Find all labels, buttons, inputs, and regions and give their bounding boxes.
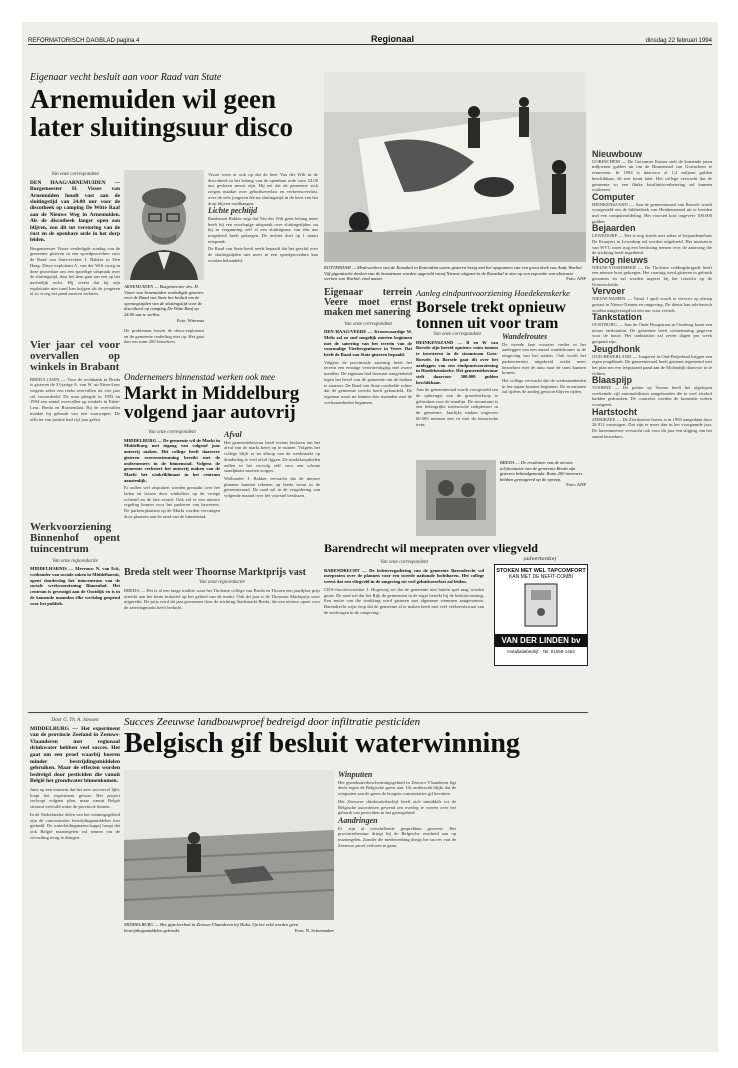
zeeuwse-col3: [338, 770, 456, 850]
zeeuwse-left-col: [30, 718, 120, 842]
borsele-lead: HEINKENSZAND — B en W van Borsele zijn bereid opnieuw ruim tonnen te investeren in de stoomtram Goes-Borsele. In Borsele gaat dit over het aanleggen van een eindpuntvoorziening in Hoedekenskerke. Het gemeentebestuur stelt daarvoor 300.000 gulden beschikbaar.: [416, 339, 498, 385]
overvallen-headline: Vier jaar cel voor overvallen op winkels in Brabant: [30, 339, 120, 374]
markt-byline: Van onze correspondent: [148, 430, 196, 435]
arnemuiden-photo-caption: [124, 284, 204, 323]
arnemuiden-photo-credit: Foto: Wiersma: [176, 317, 204, 323]
arnemuiden-p3: Visser wees er ook op dat de heer Van der Wilt in de discotheek in het belang van de openbare orde voor 24.00 uur gesloten moest zijn. Hij zei dat de gemeente zich zorgen maakte over geluidsoverlast en verkeersoverlast, over de vele jongeren die na sluitingstijd in de kern van het dorp blijven rondhangen.: [208, 172, 318, 206]
page-header: [28, 30, 712, 45]
zeeuwse-heading: [124, 716, 586, 759]
borsele-photo: [416, 460, 496, 536]
werkvoorziening-body: MIDDELHARNIS — Mevrouw N. van Eck, wethouder van sociale zaken in Middelharnis, opent donderdag het tuincentrum van de sociale werkvoorziening Binnenhof. Het centrum is gevestigd aan de Oostdijk en is in de komende maanden elke werkdag geopend voor het publiek.: [30, 566, 120, 606]
section-divider: [28, 712, 588, 713]
boiler-illustration: [495, 580, 587, 630]
markt-lead: MIDDELBURG — De gemeente wil de Markt in Middelburg met ingang van volgend jaar autovrij maken. Het college heeft daarover gisteren overeenstemming bereikt met de ondernemers in de binnenstad. Volgens de gemeente verbetert het autovrij maken van de Markt het winkelklimaat in het centrum aanzienlijk.: [124, 437, 220, 483]
barendrecht-body-block: [324, 560, 484, 617]
arnemuiden-kicker: Eigenaar vecht besluit aan voor Raad van State: [30, 72, 222, 83]
arnemuiden-subhead: Lichte pechtijd: [208, 206, 258, 216]
borsele-photo-caption: [500, 460, 586, 488]
barendrecht-byline: Van onze correspondent: [380, 560, 428, 565]
barendrecht-headline: Barendrecht wil meepraten over vliegveld: [324, 541, 538, 555]
arnemuiden-p4: Raadsman Bakker zegt dat Van der Wilt geen belang meer heeft bij een voorlopige uitspraak over sluitingstijden, nu hij in vergunning zelf al een sluitingsuur van één uur toegekend heeft gekregen. De rechter doet op 1 maart uitspraak.: [208, 215, 318, 244]
overvallen-body: BREDA (ANP) — Voor de rechtbank in Breda is gisteren de 33-jarige A. van W. uit Etten-Leur wegens zeker een reeks overvallen tot vier jaar cel veroordeeld. De man pleegde in 1993 en 1994 een aantal overvallen op winkels in Etten-Leur, Breda en Roosendaal. Bij de overvallen maakte hij gebruik van een vuurwapen. De officier van justitie had vijf jaar geëist.: [30, 376, 120, 422]
markt-article: [124, 372, 320, 423]
briefs-column: [592, 150, 712, 441]
nieuwbouw-body: GORINCHEM — De Gorcumse Kamer stelt de komende jaren miljoenen gulden uit om de Binnenstad van Gorinchem te renoveren. In 1994 is daarvoor al 1,4 miljoen gulden beschikbaar, de rest komt later. Het college verwacht dat de gemeente zo een flinke kwaliteitsverbetering zal kunnen realiseren.: [592, 158, 712, 193]
arnemuiden-p1: Burgemeester Visser verdedigde zondag van de gemeente gisteren in een spoedprocedure voor de Raad van State-rechter J. Bakker in Den Haag. Disco-exploitant A. van der Wilt vroeg in deze procedure om een spoedige uitspraak over de sluitingstijd, daar het hem gaat om een op het nachtelijk recht. Hij vreest dat hij zijn exploitatie niet rond kan krijgen als de jongeren al zo vroeg het pand moeten verlaten.: [30, 245, 120, 297]
zeeuwse-p2: In de Nederlandse delen van het winningsgebied zijn de concentraties bestrijdingsmiddelen fors gedaald. De waterleidingmaatschappij hoopt dat ook België maatregelen zal nemen om de vervuiling terug te dringen.: [30, 811, 120, 840]
barendrecht-lead: BARENDRECHT — De ledenvergadering van de gemeente Barendrecht wil meepraten over de plannen voor een tweede nationale luchthaven. Het college vreest dat een vliegveld in de omgeving tot veel geluidsoverlast zal leiden.: [324, 567, 484, 585]
markt-p3: Wethouder J. Bakker verwacht dat de nieuwe plannen kunnen rekenen op brede steun in de gemeenteraad. De raad zal in de vergadering van volgende maand over het voorstel beslissen.: [224, 475, 320, 499]
barendrecht-body: CDA-fractievoorzitter J. Hogeweg zei dat de gemeente niet buiten spel mag worden gezet. De raad wil dat het Rijk de gemeenten in de regio betrekt bij de besluitvorming. Een motie van die strekking werd gisteren met algemene stemmen aangenomen. Barendrecht wijst erop dat de gemeente al te maken heeft met veel verkeerslawaai van de snelwegen in de omgeving.: [324, 586, 484, 615]
werkvoorziening-byline: Van onze regioredactie: [52, 558, 98, 564]
borsele-byline: Van onze correspondent: [433, 332, 481, 337]
issue-date: dinsdag 22 februari 1994: [645, 38, 712, 44]
markt-col1: [124, 430, 220, 522]
zeeuwse-headline: Belgisch gif besluit waterwinning: [124, 728, 520, 759]
borsele-col2: [502, 332, 586, 397]
werkvoorziening-headline: Werkvoorziening Binnenhof opent tuincentrum: [30, 521, 120, 556]
tankstation-title: Tankstation: [592, 312, 642, 323]
jeugdhonk-body: OUD-BEIJERLAND — Jongeren in Oud-Beijerland krijgen een eigen jeugdhonk. De gemeenteraad heeft gisteren ingestemd met het plan om een leegstaand pand aan de Molendijk daarvoor in te richten.: [592, 353, 712, 376]
breda-body: BREDA — Het is al een lange traditie waar het Tholense college van Breda en Thoorn een jaarlijkse prijs uitreikt aan het beste initiatief op het gebied van de markt. Ook dit jaar is de Thoornse Marktprijs weer uitgereikt. De prijs werd dit jaar gewonnen door de stichting Stadsmarkt Breda, die een nieuwe opzet voor de zaterdagmarkt heeft bedacht.: [124, 587, 320, 610]
ad-top-line: STOKEN MET WEL TAPCOMFORT: [496, 568, 586, 574]
borsele-col1: [416, 332, 498, 429]
arnemuiden-byline: Van onze correspondent: [51, 172, 99, 177]
hoog-nieuws-body: NIEUW-VOSSEMEER — De Tholense reddingsbrigade heeft een nieuwe boot gekregen. Het vaartuig werd gisteren in gebruik genomen en zal worden ingezet bij het toezicht op de Oosterschelde.: [592, 264, 712, 287]
ad-address: Installatiebedrijf · Tel. 01659-1463: [507, 649, 575, 654]
arnemuiden-article: [30, 72, 320, 141]
zeeuwse-photo-caption: [124, 922, 334, 933]
zeeuwse-p4: Het Zeeuwse drinkwaterbedrijf heeft zich inmiddels tot de Belgische autoriteiten gewend om overleg te voeren over het gebruik van pesticiden in het grensgebied.: [338, 798, 456, 816]
hoog-nieuws-title: Hoog nieuws: [592, 254, 648, 265]
bejaarden-body: LEWEDORP — Het is nog steeds niet zeker of bejaardentehuis De Kraayert in Lewedorp zal worden uitgebreid. Het ministerie van WVC moet nog een beslissing nemen over de aanvraag die de stichting heeft ingediend.: [592, 233, 712, 256]
markt-headline: Markt in Middelburg volgend jaar autovrij: [124, 383, 300, 424]
zeeuwse-p3: Het grondwaterbeschermingsgebied in Zeeuws-Vlaanderen ligt deels tegen de Belgische grens aan. Uit onderzoek blijkt dat de winputten aan de grens de hoogste concentraties gif bevatten.: [338, 779, 456, 797]
blaaspijp-body: VOORNE — De politie op Voorne heeft het afgelopen weekeinde vijf automobilisten aangehouden die te veel alcohol hadden gedronken. De controles worden de komende weken voortgezet.: [592, 385, 712, 408]
hartstocht-body: ZIERIKZEE — De Zierikzeese haven is in 1993 aangedaan door 26.912 vaartuigen. Dat zijn er meer dan in het voorgaande jaar. De havenmeester verwacht ook voor dit jaar een stijging van het aantal bezoekers.: [592, 416, 712, 439]
ad-top-line2: KAN MET DE NEFIT-COMBI: [508, 574, 574, 580]
kunsthal-caption-text: ROTTERDAM — Medewerkers van de Kunsthal in Rotterdam waren gisteren bezig met het opspannen van een groot doek van Andy Warhol. Vijf gigantische doeken van de kunstenaar worden opgerold vanaf Nieuwe uitgezet in de Kunsthal te zien op een expositie van abstracte werken van Warhol, eind maart.: [324, 265, 583, 282]
bejaarden-title: Bejaarden: [592, 223, 636, 234]
arnemuiden-p2: De problemen lossen de disco-exploitant en de gemeente onderling niet op. Het gaat dan om ruim 200 bezoekers.: [124, 328, 204, 345]
zeeuwse-byline: Door G. Th. A. Janssen: [51, 718, 99, 723]
overvallen-article: [30, 340, 120, 424]
arnemuiden-caption-text: ARNEMUIDEN — Burgemeester drs. H. Visser van Arnemuiden verdedigde gisteren voor de Raad van State het besluit om de openingstijden van de sluitingstijd voor de discotheek op camping De Witte Raaf op 24.00 uur te stellen.: [124, 284, 204, 317]
borsele-caption-text: BREDA — De resultaten van de nieuwe telefoonactie van de gemeente Breda zijn gisteren bekendgemaakt. Ruim 200 inwoners hebben gereageerd op de oproep.: [500, 460, 583, 482]
veere-lead: DEN HAAG/VEERE — Kroonwaardige W. Melis zal zo snel mogelijk moeten beginnen met de sanering van het terrein van de voormalige Vierbergenhoeve in Veere. Dat heeft de Raad van State gisteren bepaald.: [324, 329, 412, 358]
borsele-headline: Borsele trekt opnieuw tonnen uit voor tram: [416, 299, 566, 333]
borsele-p3: Het college verwacht dat de werkzaamheden in het najaar kunnen beginnen. De stoomtram zal tijdens de aanleg gewoon blijven rijden.: [502, 377, 586, 395]
paper-name: REFORMATORISCH DAGBLAD pagina 4: [28, 38, 140, 44]
vervoer-body: NIEUW-NAMEN — Vanaf 1 april wordt er vervoer op afroep gestart in Nieuw-Namen en omgeving. De dienst kan telefonisch worden aangevraagd tot een uur voor vertrek.: [592, 296, 712, 313]
kunsthal-credit: Foto: ANP: [566, 276, 586, 282]
arnemuiden-lead: DEN HAAG/ARNEMUIDEN — Burgemeester H. Visser van Arnemuiden houdt vast aan de sluitingstijd van 24.00 uur voor de discotheek op camping De Witte Raaf aan de Nieuwe Weg in Arnemuiden. Als de discotheek langer open zou blijven, zou dit tot verstoring van de rust en de openbare orde in het dorp leiden.: [30, 179, 120, 244]
markt-col2: [224, 430, 320, 501]
zeeuwse-p1: Juist op een moment dat het zeer succesvol lijkt, loopt het experiment gevaar. Het project verloopt volgens plan, maar vanuit België stroomt vervuild water de provincie binnen.: [30, 787, 120, 810]
arnemuiden-col3: [208, 172, 318, 266]
ad-label: (advertentie): [523, 556, 557, 562]
borsele-article: [416, 288, 586, 333]
markt-subhead: Afval: [224, 430, 242, 439]
visser-portrait: [124, 170, 204, 280]
werkvoorziening-article: [30, 522, 120, 608]
zeeuwse-caption-text: MIDDELBURG — Het gijzelverbod in Zeeuws-Vlaanderen bij Hulst. Op het veld worden geen bestrijdingsmiddelen gebruikt.: [124, 922, 299, 933]
markt-p1: Er zullen wel afspraken worden gemaakt over het laden en lossen door winkeliers op de vroege ochtend en de late avond. Ook zal er een nieuwe regeling komen voor het parkeren van bewoners. De parkeerplaatsen op de Markt worden vervangen door plaatsen aan de rand van de binnenstad.: [124, 485, 220, 519]
kunsthal-photo: [324, 72, 586, 262]
tankstation-body: OOSTBURG — Aan de Oude Hoogstraat in Oostburg komt een nieuw tankstation. De gemeente heeft toestemming gegeven voor de bouw. Het tankstation zal zeven dagen per week geopend zijn.: [592, 321, 712, 345]
arnemuiden-p5: De Raad van State heeft reeds bepaald dat het geschil over de sluitingstijden niet meer in een spoedprocedure kan worden behandeld.: [208, 246, 318, 263]
zeeuwse-photo-credit: Foto: N. Schoemaker: [294, 927, 334, 933]
borsele-p1: Aan de gemeenteraad wordt voorgesteld om de opbrengst van de grondverkoop te gebruiken voor de tramlijn. De stoomtram is een belangrijke toeristische trekpleister in de gemeente. Jaarlijks maken ongeveer 60.000 mensen een rit met de historische trein.: [416, 387, 498, 427]
computer-title: Computer: [592, 191, 635, 202]
arnemuiden-col1: [30, 172, 120, 299]
nefit-advertisement: [494, 564, 588, 666]
zeeuwse-subhead2: Aandringen: [338, 815, 378, 825]
veere-byline: Van onze correspondent: [344, 321, 392, 327]
computer-body: HEINKENSZAND — Aan de gemeenteraad van Borsele wordt voorgesteld om de bibliotheek van Heinkenszand uit te breiden met een computerafdeling. Het voorstel kost ongeveer 100.000 gulden.: [592, 201, 712, 224]
breda-headline: Breda stelt weer Thoornse Marktprijs vast: [124, 567, 306, 578]
zeeuwse-p5: Er zijn al verschillende gesprekken geweest. Het provinciebestuur dringt bij de Belgische overheid aan op maatregelen. Zonder die medewerking dreigt het succes van de Zeeuwse proef verloren te gaan.: [338, 825, 456, 848]
markt-p2: Het gemeentebestuur heeft tevens besloten om het afval van de markt beter op te ruimen. Volgens het college blijft er na afloop van de weekmarkt op donderdag te veel afval liggen. De marktkooplieden zullen in het vervolg zelf voor een schone standplaats moeten zorgen.: [224, 439, 320, 474]
section-title: Regionaal: [371, 34, 415, 44]
veere-headline: Eigenaar terrein Veere moet ernst maken met sanering: [324, 287, 412, 319]
kunsthal-caption: [324, 265, 586, 282]
zeeuwse-kicker: Succes Zeeuwse landbouwproef bedreigd door infiltratie pesticiden: [124, 716, 421, 728]
breda-article: [124, 568, 320, 613]
veere-body: Volgens de provinciale sanering heeft het terrein een ernstige verontreiniging met zware metalen. De eigenaar had bezwaar aangetekend tegen het bevel van de gemeente om de bodem te saneren. De Raad van State oordeelde echter dat de gemeente terecht heeft gehandeld. De eigenaar moet nu binnen drie maanden met de werkzaamheden beginnen.: [324, 359, 412, 405]
veere-article: [324, 288, 412, 407]
breda-byline: Van onze regioredactie: [199, 580, 245, 586]
zeeuwse-subhead1: Winputten: [338, 770, 373, 779]
arnemuiden-headline: Arnemuiden wil geen later sluitingsuur disco: [30, 84, 294, 142]
borsele-kicker: Aanleg eindpuntvoorziening Hoedekenskerke: [416, 288, 570, 298]
borsele-subhead: Wandelroutes: [502, 332, 548, 341]
vervoer-title: Vervoer: [592, 286, 626, 297]
zeeuwse-lead: MIDDELBURG — Het experiment van de provincie Zeeland in Zeeuws-Vlaanderen met regionaal drinkwater hebben veel succes. Het gaat om een proef waarbij boeren minder bestrijdingsmiddelen gebruiken. Maar de effecten worden bedreigd door pesticiden die vanuit België het grondwater binnenkomen.: [30, 725, 120, 785]
nieuwbouw-title: Nieuwbouw: [592, 149, 642, 159]
markt-kicker: Ondernemers binnenstad werken ook mee: [124, 372, 275, 382]
barendrecht-article: [324, 542, 586, 554]
zeeuwse-photo: [124, 770, 334, 920]
borsele-photo-credit: Foto: ANP: [566, 482, 586, 488]
arnemuiden-col2: [124, 328, 204, 347]
ad-brand: VAN DER LINDEN bv: [495, 634, 587, 647]
blaaspijp-title: Blaaspijp: [592, 375, 633, 386]
hartstocht-title: Hartstocht: [592, 406, 638, 417]
borsele-p2: De tweede fase voorziet verder in het aanleggen van een aantal wandelroutes in de omgeving van het station. Ook wordt het parkeerterrein uitgebreid zodat meer bezoekers met de auto naar de tram kunnen komen.: [502, 341, 586, 376]
jeugdhonk-title: Jeugdhonk: [592, 343, 641, 354]
